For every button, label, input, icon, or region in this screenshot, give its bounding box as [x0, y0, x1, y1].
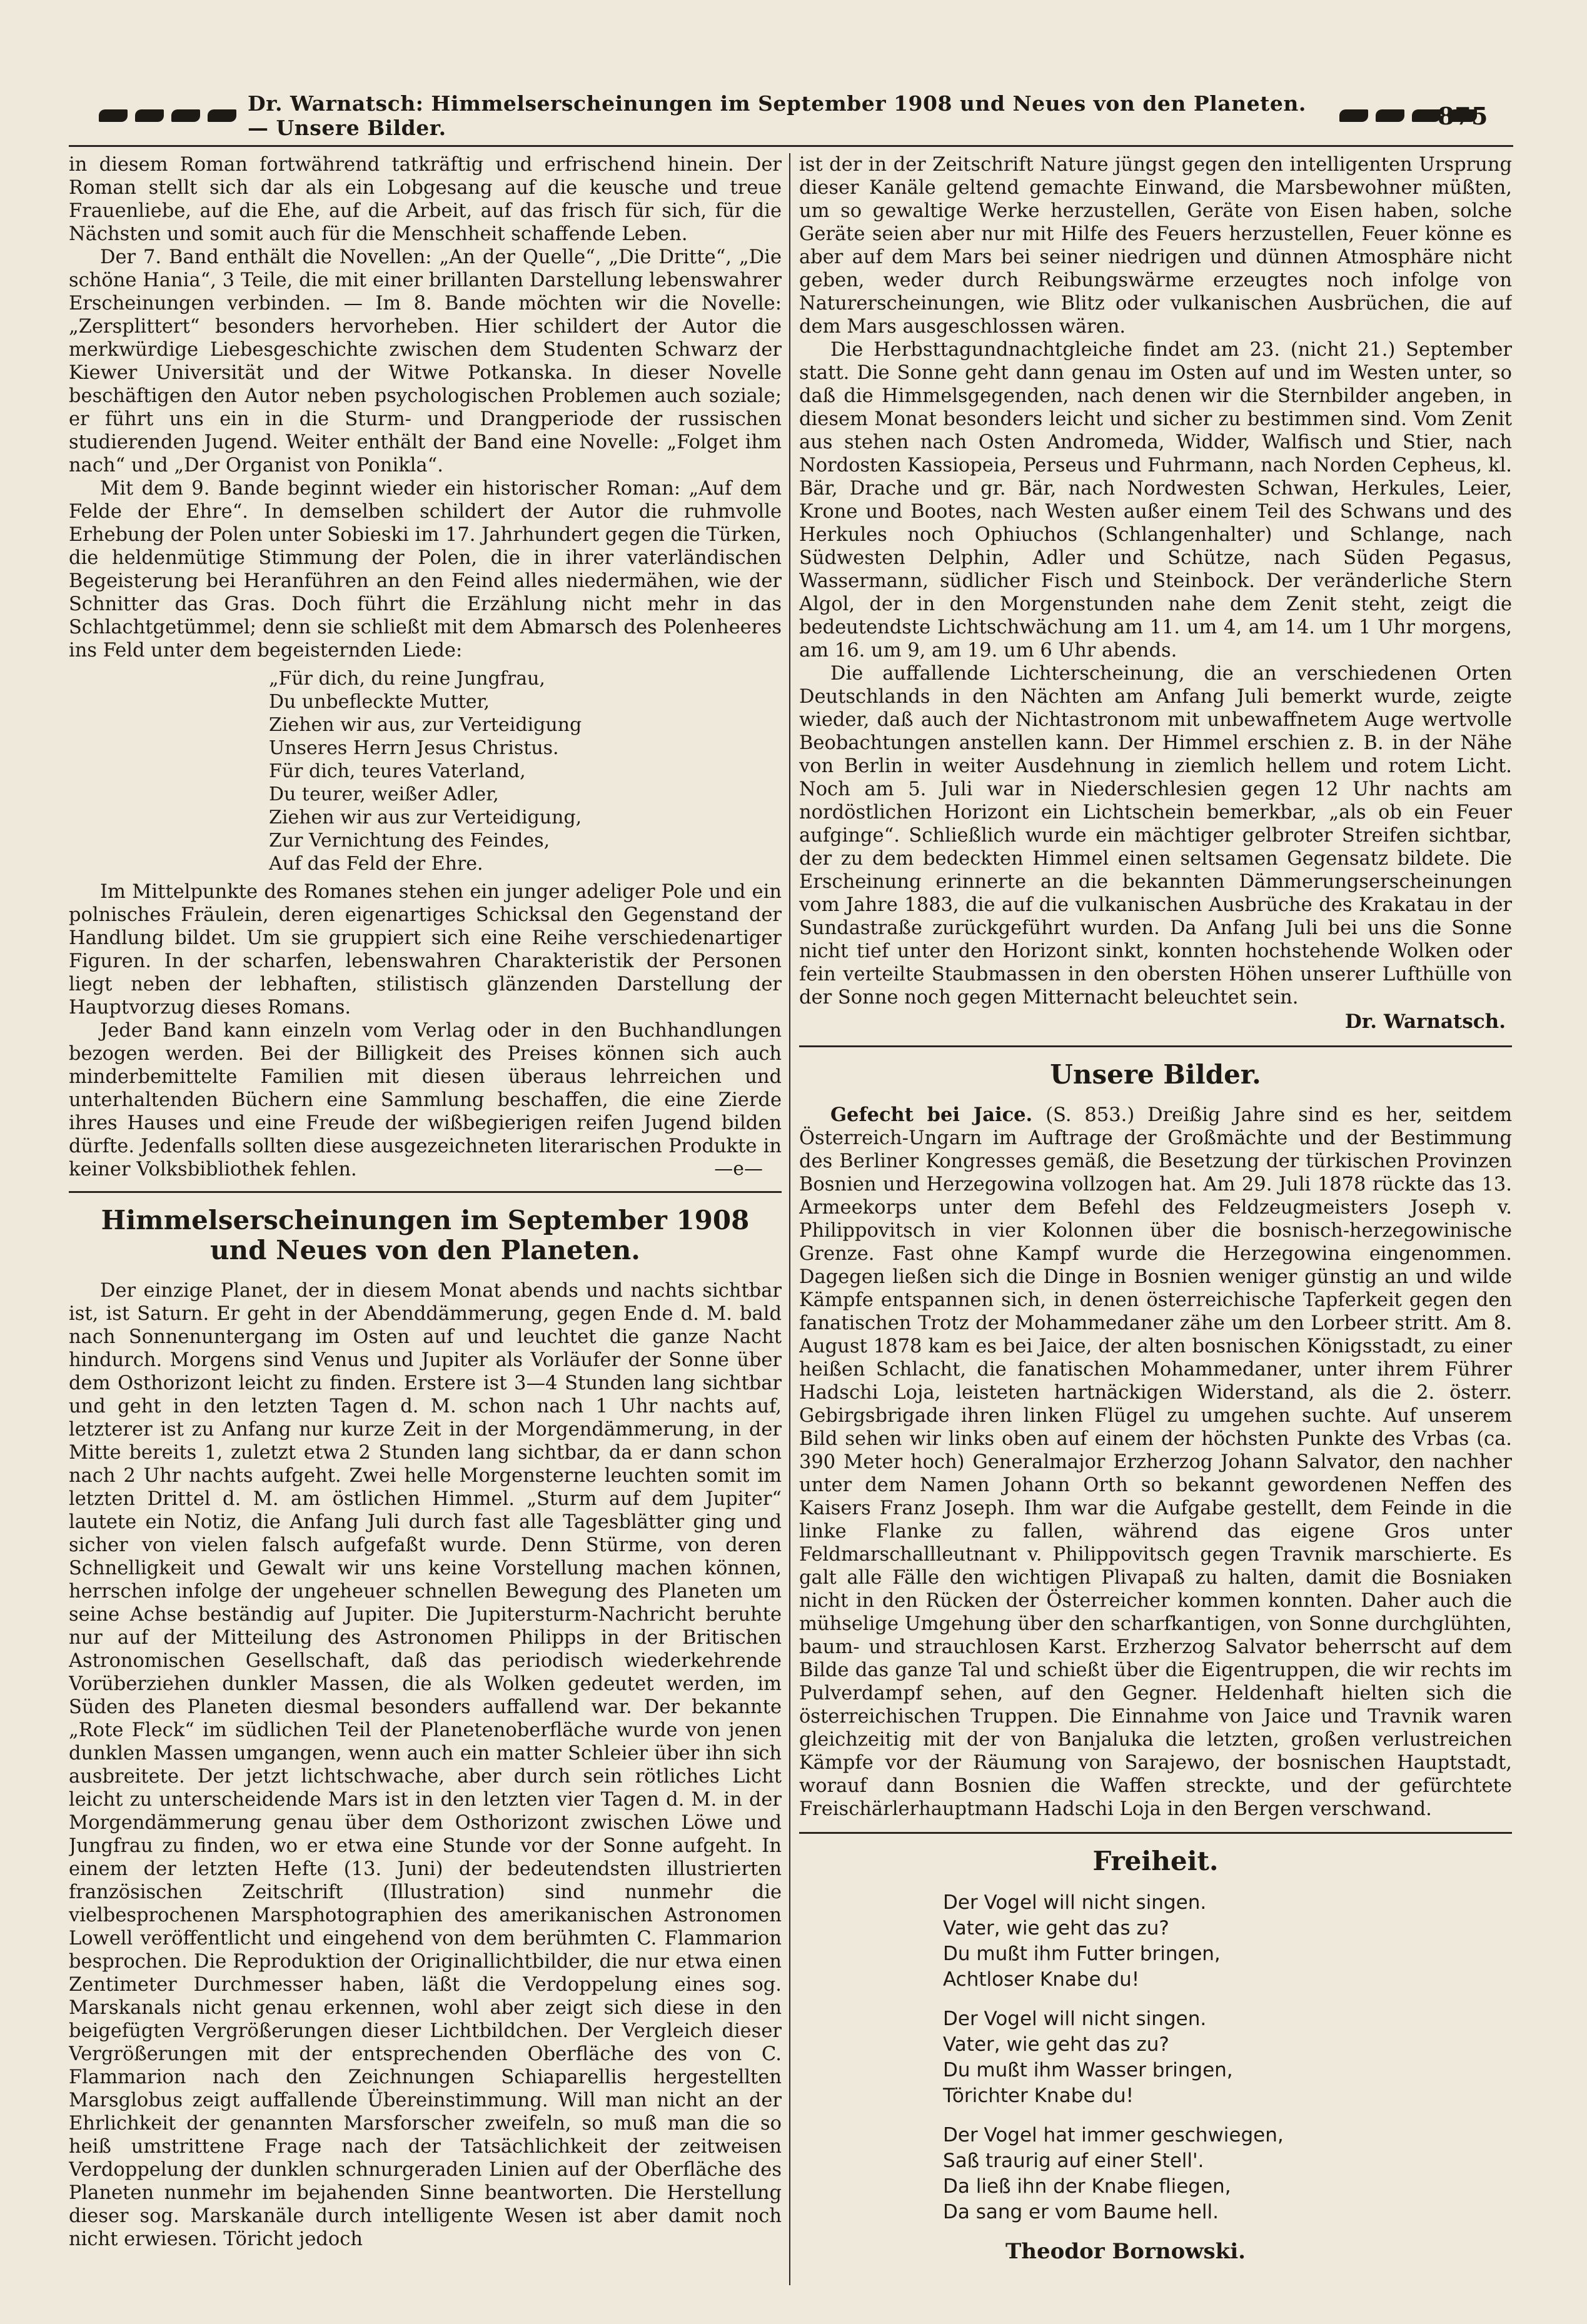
verse-line: Ziehen wir aus zur Verteidigung, — [269, 807, 582, 828]
verse-line: Für dich, teures Vaterland, — [269, 760, 526, 782]
verse-line: Zur Vernichtung des Feindes, — [269, 830, 550, 852]
right-paragraph-1: ist der in der Zeitschrift Nature jüngst gegen den intelligenten Ursprung dieser Kanäle geltend gemachte Einwand, die Marsbewohner müßten, um so gewaltige Werke herzustellen, Geräte von Eisen haben, solche Geräte seien aber nur mit Hilfe des Feuers herzustellen, Feuer könne es aber auf dem Mars bei seiner niedrigen und dünnen Atmosphäre nicht geben, weder durch Reibungswärme erzeugtes noch infolge von Naturerscheinungen, wie Blitz oder vulkanischen Ausbrüchen, die auf dem Mars ausgeschlossen wären. — [799, 154, 1512, 338]
verse-line: Unseres Herrn Jesus Christus. — [269, 737, 559, 759]
section-divider — [799, 1045, 1512, 1047]
article-divider — [69, 1191, 782, 1193]
song-verse — [269, 667, 782, 875]
poem-line: Da ließ ihn der Knabe fliegen, — [943, 2175, 1231, 2198]
header-rule — [69, 145, 1513, 147]
poem-stanza — [943, 2006, 1512, 2109]
poem-line: Vater, wie geht das zu? — [943, 2033, 1169, 2056]
poem-line: Du mußt ihm Futter bringen, — [943, 1943, 1221, 1965]
poem-line: Vater, wie geht das zu? — [943, 1917, 1169, 1939]
left-paragraph-4: Im Mittelpunkte des Romanes stehen ein junger adeliger Pole und ein polnisches Fräulein, deren eigenartiges Schicksal den Gegenstand der Handlung bildet. Um sie gruppiert sich eine Reihe verschiedenartiger Figuren. In der scharfen, lebenswahren Charakteristik der Personen liegt neben der lebhaften, stilistisch glänzenden Darstellung der Hauptvorzug dieses Romans. — [69, 881, 782, 1019]
left-paragraph-6: Der einzige Planet, der in diesem Monat abends und nachts sichtbar ist, ist Saturn. Er geht in der Abenddämmerung, gegen Ende d. M. bald nach Sonnenuntergang im Osten auf und leuchtet die ganze Nacht hindurch. Morgens sind Venus und Jupiter als Vorläufer der Sonne über dem Osthorizont leicht zu finden. Erstere ist 3—4 Stunden lang sichtbar und geht in den letzten Tagen d. M. schon nach 1 Uhr nachts auf, letzterer ist zu Anfang nur kurze Zeit in der Morgendämmerung, in der Mitte bereits 1, zuletzt etwa 2 Stunden lang sichtbar, da er dann schon nach 2 Uhr nachts aufgeht. Zwei helle Morgensterne leuchten somit im letzten Drittel d. M. am östlichen Himmel. „Sturm auf dem Jupiter“ lautete ein Notiz, die Anfang Juli durch fast alle Tagesblätter ging und sicher von vielen falsch aufgefaßt wurde. Denn Stürme, von deren Schnelligkeit und Gewalt wir uns keine Vorstellung machen können, herrschen infolge der ungeheuer schnellen Bewegung des Planeten um seine Achse beständig auf Jupiter. Die Jupitersturm-Nachricht beruhte nur auf der Mitteilung des Astronomen Philipps in der Britischen Astronomischen Gesellschaft, daß das periodisch wiederkehrende Vorüberziehen dunkler Massen, die als Wolken gedeutet werden, im Süden des Planeten diesmal besonders auffallend war. Der bekannte „Rote Fleck“ im südlichen Teil der Planetenoberfläche wurde von jenen dunklen Massen umgangen, wenn auch ein matter Schleier über ihn sich ausbreitete. Der jetzt lichtschwache, aber durch sein rötliches Licht leicht zu unterscheidende Mars ist in den letzten vier Tagen d. M. in der Morgendämmerung genau über dem Osthorizont zwischen Löwe und Jungfrau zu finden, wo er etwa eine Stunde vor der Sonne aufgeht. In einem der letzten Hefte (13. Juni) der bedeutendsten illustrierten französischen Zeitschrift (Illustration) sind nunmehr die vielbesprochenen Marsphotographien des amerikanischen Astronomen Lowell veröffentlicht und eingehend von dem berühmten C. Flammarion besprochen. Die Reproduktion der Originallichtbilder, die nur etwa einen Zentimeter Durchmesser haben, läßt die Verdoppelung eines sog. Marskanals nicht genau erkennen, wohl aber zeigt sich diese in den beigefügten Vergrößerungen dieser Lichtbildchen. Der Vergleich dieser Vergrößerungen mit der entsprechenden Oberfläche des von C. Flammarion nach den Zeichnungen Schiaparellis hergestellten Marsglobus zeigt auffallende Übereinstimmung. Will man nicht an der Ehrlichkeit der genannten Marsforscher zweifeln, so muß man die so heiß umstrittene Frage nach der Tatsächlichkeit der zeitweisen Verdoppelung der dunklen schnurgeraden Linien auf der Oberfläche des Planeten nunmehr im bejahenden Sinne beantworten. Die Herstellung dieser sog. Marskanäle durch intelligente Wesen ist aber damit noch nicht erwiesen. Töricht jedoch — [69, 1280, 782, 2250]
column-divider — [789, 153, 790, 2285]
verse-line: Du unbefleckte Mutter, — [269, 691, 490, 713]
poem-author: Theodor Bornowski. — [1005, 2239, 1246, 2264]
right-column — [799, 153, 1512, 2291]
poem — [943, 1890, 1512, 2225]
poem-line: Der Vogel will nicht singen. — [943, 1891, 1207, 1914]
verse-line: „Für dich, du reine Jungfrau, — [269, 668, 545, 690]
poem-stanza — [943, 1890, 1512, 1993]
poem-line: Du mußt ihm Wasser bringen, — [943, 2059, 1233, 2081]
section-title: Unsere Bilder. — [1050, 1059, 1261, 1090]
author-signature: Dr. Warnatsch. — [1344, 1010, 1506, 1033]
left-paragraph-3: Mit dem 9. Bande beginnt wieder ein historischer Roman: „Auf dem Felde der Ehre“. In demselben schildert der Autor die ruhmvolle Erhebung der Polen unter Sobieski im 17. Jahrhundert gegen die Türken, die heldenmütige Stimmung der Polen, die in ihrer vaterländischen Begeisterung bei Heranführen an den Feind alles niedermähen, wie der Schnitter das Gras. Doch führt die Erzählung nicht mehr in das Schlachtgetümmel; denn sie schließt mit dem Abmarsch des Polenheeres ins Feld unter dem begeisternden Liede: — [69, 478, 782, 661]
poem-line: Saß traurig auf einer Stell'. — [943, 2150, 1204, 2172]
review-signature: —e— — [714, 1158, 763, 1180]
poem-stanza — [943, 2123, 1512, 2225]
poem-title: Freiheit. — [1092, 1846, 1219, 1876]
ornament-left-icon — [99, 109, 236, 122]
poem-line: Törichter Knabe du! — [943, 2085, 1134, 2107]
verse-line: Du teurer, weißer Adler, — [269, 783, 499, 805]
right-paragraph-3: Die auffallende Lichterscheinung, die an verschiedenen Orten Deutschlands in den Nächten am Anfang Juli bemerkt wurde, zeigte wieder, daß auch der Nichtastronom mit unbewaffnetem Auge wertvolle Beobachtungen anstellen kann. Der Himmel erschien z. B. in der Nähe von Berlin in weiter Ausdehnung in ziemlich hellem und rotem Licht. Noch am 5. Juli war in Niederschlesien gegen 12 Uhr nachts am nordöstlichen Horizont ein Lichtschein bemerkbar, „als ob ein Feuer aufginge“. Schließlich wurde ein mächtiger gelbroter Streifen sichtbar, der zu dem bedeckten Himmel einen seltsamen Gegensatz bildete. Die Erscheinung erinnerte an die bekannten Dämmerungserscheinungen vom Jahre 1883, die auf die vulkanischen Ausbrüche des Krakatau in der Sundastraße zurückgeführt wurden. Da Anfang Juli bei uns die Sonne nicht tief unter den Horizont sinkt, konnten hochstehende Wolken oder fein verteilte Staubmassen in den obersten Höhen unserer Lufthülle von der Sonne noch gegen Mitternacht beleuchtet sein. — [799, 663, 1512, 1009]
poem-line: Da sang er vom Baume hell. — [943, 2201, 1219, 2223]
poem-line: Der Vogel will nicht singen. — [943, 2008, 1207, 2030]
running-header — [88, 91, 1488, 140]
poem-line: Der Vogel hat immer geschwiegen, — [943, 2124, 1284, 2146]
poem-line: Achtloser Knabe du! — [943, 1968, 1140, 1991]
left-paragraph-2: Der 7. Band enthält die Novellen: „An der Quelle“, „Die Dritte“, „Die schöne Hania“, 3 Teile, die mit einer brillanten Darstellung lebenswahrer Erscheinungen verbinden. — Im 8. Bande möchten wir die Novelle: „Zersplittert“ besonders hervorheben. Hier schildert der Autor die merkwürdige Liebesgeschichte zwischen dem Studenten Schwarz der Kiewer Universität und der Witwe Potkanska. In dieser Novelle beschäftigen den Autor neben psychologischen Problemen auch soziale; er führt uns ein in die Sturm- und Drangperiode der russischen studierenden Jugend. Weiter enthält der Band eine Novelle: „Folget ihm nach“ und „Der Organist von Ponikla“. — [69, 246, 782, 476]
page-number: 875 — [1438, 101, 1488, 130]
caption-lead: Gefecht bei Jaice. — [830, 1104, 1033, 1126]
left-column — [69, 153, 782, 2291]
right-paragraph-2: Die Herbsttagundnachtgleiche findet am 23. (nicht 21.) September statt. Die Sonne geht dann genau im Osten auf und im Westen unter, so daß die Himmelsgegenden, nach denen wir die Sternbilder angeben, in diesem Monat besonders leicht und sicher zu bestimmen sind. Vom Zenit aus stehen nach Osten Andromeda, Widder, Walfisch und Stier, nach Nordosten Kassiopeia, Perseus und Fuhrmann, nach Norden Cepheus, kl. Bär, Drache und gr. Bär, nach Nordwesten Schwan, Herkules, Leier, Krone und Bootes, nach Westen außer einem Teil des Schwans und des Herkules noch Ophiuchos (Schlangenhalter) und Schlange, nach Südwesten Delphin, Adler und Schütze, nach Süden Pegasus, Wassermann, südlicher Fisch und Steinbock. Der veränderliche Stern Algol, der in den Morgenstunden nahe dem Zenit steht, zeigt die bedeutendste Lichtschwächung am 11. um 4, am 14. um 1 Uhr morgens, am 16. um 9, am 19. um 6 Uhr abends. — [799, 339, 1512, 661]
poem-divider — [799, 1832, 1512, 1834]
article-title: Himmelserscheinungen im September 1908 und Neues von den Planeten. — [101, 1205, 750, 1265]
running-title: Dr. Warnatsch: Himmelserscheinungen im September 1908 und Neues von den Planeten. — Unsere Bilder. — [248, 91, 1306, 140]
left-paragraph-5: Jeder Band kann einzeln vom Verlag oder in den Buchhandlungen bezogen werden. Bei der Billigkeit des Preises können sich auch minderbemittelte Familien mit diesen überaus lehrreichen und unterhaltenden Büchern eine Sammlung beschaffen, die eine Zierde ihres Hauses und eine Freude der wißbegierigen reifen Jugend bilden dürfte. Jedenfalls sollten diese ausgezeichneten literarischen Produkte in keiner Volksbibliothek fehlen. — [69, 1020, 782, 1180]
verse-line: Ziehen wir aus, zur Verteidigung — [269, 714, 582, 736]
caption-text: (S. 853.) Dreißig Jahre sind es her, seitdem Österreich-Ungarn im Auftrage der Großmächte und der Bestimmung des Berliner Kongresses gemäß, die Besetzung der türkischen Provinzen Bosnien und Herzegowina vollzogen hat. Am 29. Juli 1878 rückte das 13. Armeekorps unter dem Befehl des Feldzeugmeisters Joseph v. Philippovitsch in vier Kolonnen über die bosnisch-herzegowinische Grenze. Fast ohne Kampf wurde die Herzegowina eingenommen. Dagegen ließen sich die Dinge in Bosnien weniger günstig an und wilde Kämpfe entspannen sich, in denen österreichische Tapferkeit gegen den fanatischen Trotz der Mohammedaner zähe um den Lorbeer stritt. Am 8. August 1878 kam es bei Jaice, der alten bosnischen Königsstadt, zu einer heißen Schlacht, die fanatischen Mohammedaner, unter ihrem Führer Hadschi Loja, leisteten hartnäckigen Widerstand, als die 2. österr. Gebirgsbrigade ihren linken Flügel zu umgehen suchte. Auf unserem Bild sehen wir links oben auf einem der höchsten Punkte des Vrbas (ca. 390 Meter hoch) Generalmajor Erzherzog Johann Salvator, den nachher unter dem Namen Johann Orth so bekannt gewordenen Neffen des Kaisers Franz Joseph. Ihm war die Aufgabe gestellt, dem Feinde in die linke Flanke zu fallen, während das eigene Gros unter Feldmarschallleutnant v. Philippovitsch gegen Travnik marschierte. Es galt alle Fälle den wichtigen Plivapaß zu halten, damit die Bosniaken nicht in den Rücken der Österreicher kommen konnten. Daher auch die mühselige Umgehung über den scharfkantigen, von Sonne durchglühten, baum- und strauchlosen Karst. Erzherzog Salvator beherrscht auf dem Bilde das ganze Tal und schießt über die Eigentruppen, die wir rechts im Pulverdampf sehen, auf den Gegner. Heldenhaft hielten sich die österreichischen Truppen. Die Einnahme von Jaice und Travnik waren gleichzeitig mit der von Banjaluka die letzten, großen verlustreichen Kämpfe vor der Räumung von Sarajewo, der bosnischen Hauptstadt, worauf dann Bosnien die Waffen streckte, und der gefürchtete Freischärlerhauptmann Hadschi Loja in den Bergen verschwand. — [799, 1104, 1512, 1820]
left-paragraph-1: in diesem Roman fortwährend tatkräftig und erfrischend hinein. Der Roman stellt sich dar als ein Lobgesang auf die keusche und treue Frauenliebe, auf die Ehe, auf die Arbeit, auf das frisch für sich, für die Nächsten und somit auch für die Menschheit schaffende Leben. — [69, 154, 782, 245]
verse-line: Auf das Feld der Ehre. — [269, 853, 483, 875]
